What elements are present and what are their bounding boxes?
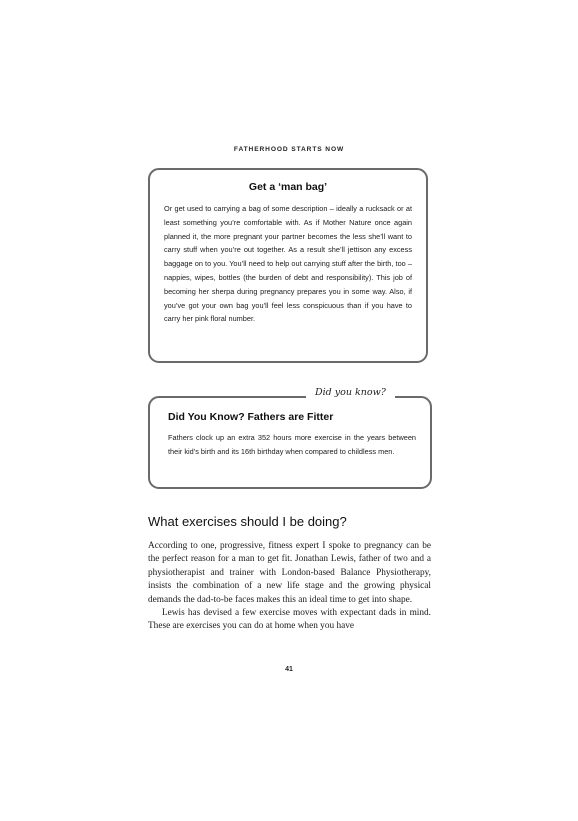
sidebar-box-man-bag [148,168,428,363]
running-head: FATHERHOOD STARTS NOW [233,146,345,153]
body-paragraph-2: Lewis has devised a few exercise moves with expectant dads in mind. These are exercises you can do at home when you have [148,608,431,632]
section-heading: What exercises should I be doing? [148,514,347,529]
sidebar-box-title: Get a ‘man bag’ [248,181,328,193]
did-you-know-tag: Did you know? [306,386,395,400]
body-paragraph-1: According to one, progressive, fitness expert I spoke to pregnancy can be the perfect reason for a man to get fit. Jonathan Lewis, father of two and a physiotherapist and trainer with London-based Balance Physiotherapy, insists the combination of a new life stage and the growing physical demands the dad-to-be faces makes this an ideal time to get into shape. [148,541,431,605]
sidebar-box-body: Or get used to carrying a bag of some description – ideally a rucksack or at least something you’re comfortable with. As if Mother Nature once again planned it, the more pregnant your partner becomes the less she’ll want to carry stuff when you’re out together. As a result she’ll jettison any excess baggage on to you. You’ll need to help out carrying stuff after the birth, too – nappies, wipes, bottles (the burden of debt and responsibility). This job of becoming her sherpa during pregnancy prepares you in some way. Also, if you’ve got your own bag you’ll feel less conspicuous than if you have to carry her pink floral number. [164,204,412,324]
body-text [148,540,431,634]
did-you-know-body: Fathers clock up an extra 352 hours more exercise in the years between their kid’s birth and its 16th birthday when compared to childless men. [168,433,416,456]
did-you-know-title: Did You Know? Fathers are Fitter [168,411,334,423]
did-you-know-box [148,396,432,489]
page-number: 41 [285,666,293,673]
